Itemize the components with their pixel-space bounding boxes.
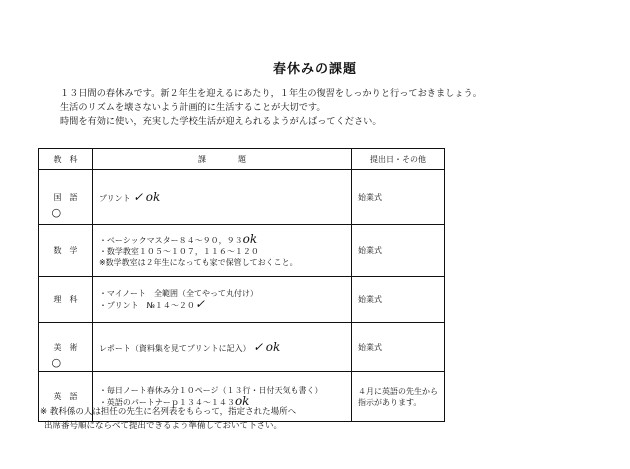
handwritten-note: ok [145,190,161,204]
task-line: ・毎日ノート春休み分１０ページ（１３行・日付天気も書く） [98,386,323,395]
intro-text [60,87,482,129]
subject-label: 美 術 [53,342,78,352]
due-cell: 始業式 [351,225,444,277]
check-mark-icon: ✓ [133,190,144,204]
handwritten-note: ok [265,340,281,354]
footer-note [40,405,296,433]
task-line: ・マイノート 全範囲（全てやって丸付け） [98,289,259,298]
task-line: レポート（資料集を見てプリントに記入） [98,344,251,353]
subject-label: 国 語 [53,192,78,202]
subject-cell: 数 学 [39,225,93,277]
check-mark-icon: ✓ [253,340,264,354]
intro-line: 時間を有効に使い，充実した学校生活が迎えられるようがんばってください。 [60,116,382,127]
handwritten-note: ok [234,394,250,408]
task-line: ・数学教室１０５～１０７，１１６～１２０ [98,246,259,256]
handwritten-note: ok [242,231,258,246]
footer-line: ※ 教科係の人は担任の先生に名列表をもらって，指定された場所へ [40,407,297,417]
task-cell [92,323,351,372]
table-row [39,225,445,277]
handwritten-circle-icon: ○ [51,205,62,219]
assignment-table [38,148,445,422]
task-cell [92,277,351,323]
header-task: 課 題 [92,149,351,170]
due-cell: 始業式 [351,323,444,372]
subject-cell [39,323,93,372]
task-cell [92,225,351,277]
table-row [39,323,445,372]
page-title: 春休みの課題 [272,62,357,77]
subject-cell: 英 語 [39,372,93,422]
task-line: プリント [98,194,131,203]
footer-line: 出席番号順にならべて提出できるよう準備しておいて下さい。 [44,421,283,431]
header-due: 提出日・その他 [351,149,444,170]
task-line: ・英語のパートナーｐ１３４～１４３ [98,398,235,407]
table-row [39,170,445,225]
task-line: ・ベーシックマスター８４～９０，９３ [98,235,243,245]
subject-cell: 理 科 [39,277,93,323]
task-line: ※数学教室は２年生になっても家で保管しておくこと。 [98,257,298,267]
table-row [39,277,445,323]
due-line: 指示があります。 [357,397,422,407]
intro-line: 生活のリズムを壊さないよう計画的に生活することが大切です。 [60,102,326,113]
handwritten-circle-icon: ○ [51,355,62,369]
due-cell: 始業式 [351,170,444,225]
due-cell [351,372,444,422]
table-header-row [39,149,445,170]
task-cell [92,170,351,225]
header-subject: 教 科 [39,149,93,170]
intro-line: １３日間の春休みです。新２年生を迎えるにあたり，１年生の復習をしっかりと行っておきましょう。 [60,88,482,99]
subject-cell [39,170,93,225]
due-line: ４月に英語の先生から [357,386,438,396]
check-mark-icon: ✓ [194,297,205,311]
due-cell: 始業式 [351,277,444,323]
task-line: ・プリント №１４～２０ [98,301,195,310]
